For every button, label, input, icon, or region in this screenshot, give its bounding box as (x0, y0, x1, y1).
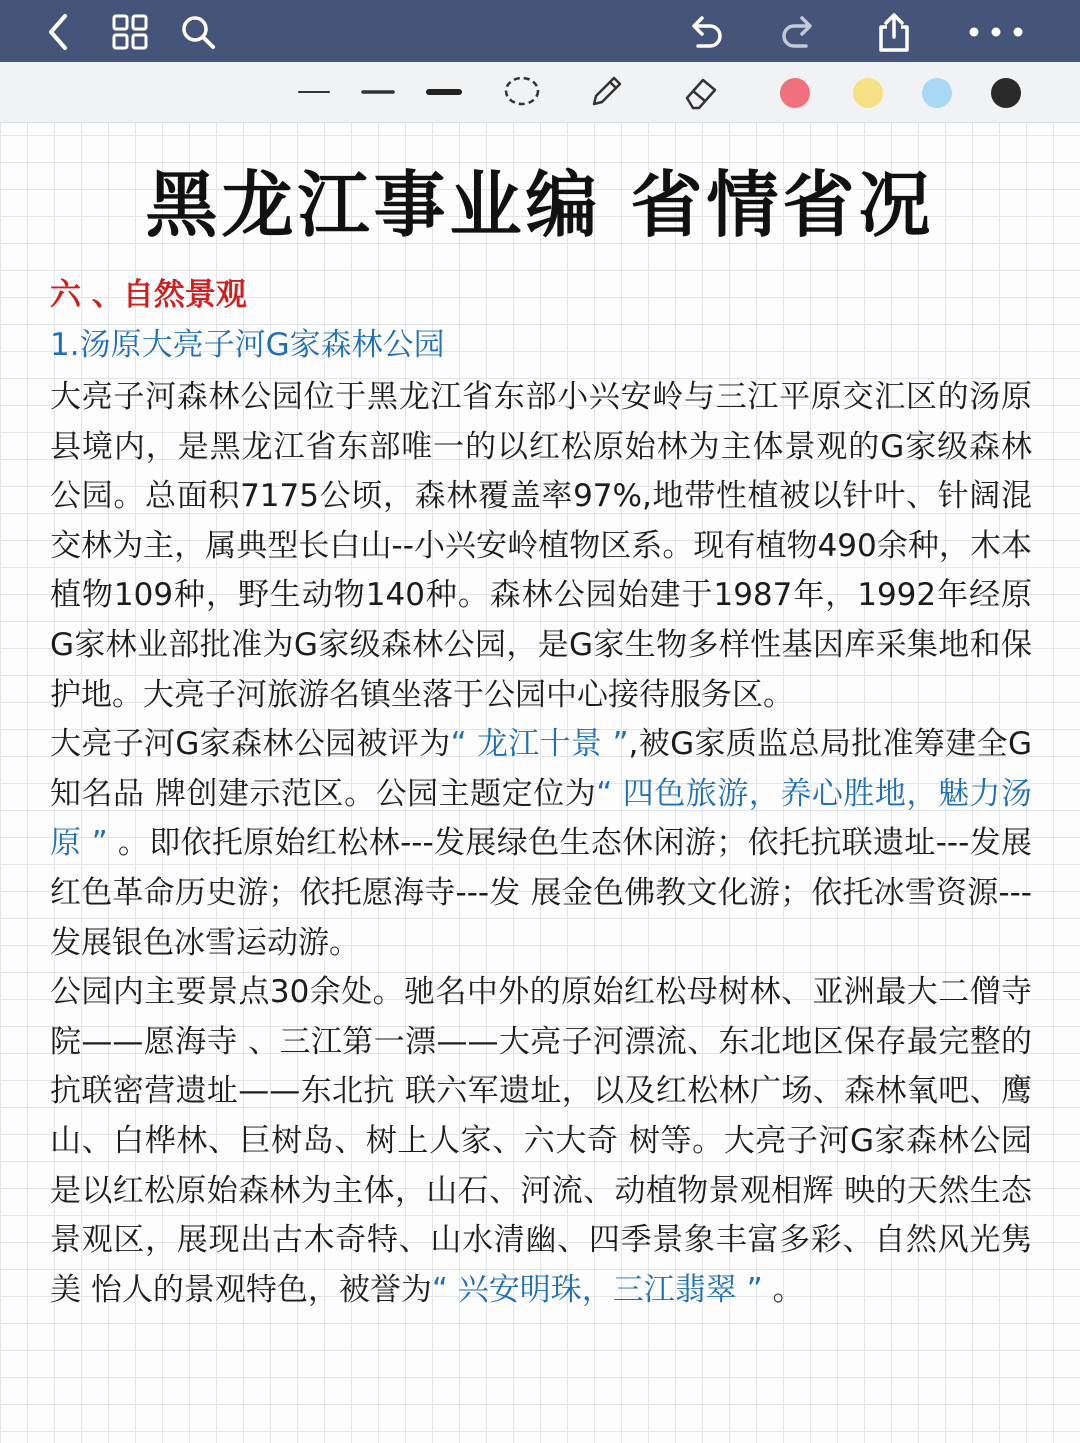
section-heading: 六 、自然景观 (50, 277, 247, 313)
lasso-button[interactable] (498, 70, 546, 114)
highlight-theme-slogan: “ 四色旅游，养心胜地，魅力汤原 ” (50, 775, 1032, 862)
thin-line-icon (296, 87, 332, 97)
redo-button[interactable] (776, 10, 820, 54)
pen-thick-button[interactable] (420, 70, 468, 114)
highlight-longjiang-ten-scenes: “ 龙江十景 ” (450, 726, 629, 763)
p2-text-b: ,被G家质监总局批准筹建全G知名品 牌创建示范区。公园主题定位为 (50, 726, 1032, 812)
p2-text-a: 大亮子河G家森林公园被评为 (50, 726, 451, 763)
note-canvas[interactable] (0, 122, 1080, 1443)
grid-view-button[interactable] (108, 10, 152, 54)
share-icon (874, 11, 914, 53)
paragraph-1: 大亮子河森林公园位于黑龙江省东部小兴安岭与三江平原交汇区的汤原县境内，是黑龙江省东部唯一的以红松原始林为主体景观的G家级森林公园。总面积7175公顷，森林覆盖率97%,地带性植被以针叶、针阔混交林为主，属典型长白山--小兴安岭植物区系。现有植物490余种，木本植物109种，野生动物140种。森林公园始建于1987年，1992年经原G家林业部批准为G家级森林公园，是G家生物多样性基因库采集地和保护地。大亮子河旅游名镇坐落于公园中心接待服务区。 (50, 379, 1032, 713)
pencil-button[interactable] (582, 70, 630, 114)
pen-thin-button[interactable] (290, 70, 338, 114)
color-yellow-swatch[interactable] (853, 78, 883, 108)
eraser-button[interactable] (676, 70, 724, 114)
color-red-swatch[interactable] (780, 78, 810, 108)
undo-icon (686, 12, 726, 52)
back-icon (43, 12, 73, 52)
color-black-swatch[interactable] (991, 78, 1021, 108)
pencil-icon (586, 72, 626, 112)
sub-heading: 1.汤原大亮子河G家森林公园 (50, 327, 445, 363)
body-text (50, 373, 1032, 1315)
top-navigation-bar (0, 0, 1080, 62)
p3-text-b: 。 (762, 1271, 804, 1308)
search-button[interactable] (176, 10, 220, 54)
search-icon (180, 14, 216, 50)
drawing-toolbar (0, 62, 1080, 123)
back-button[interactable] (36, 10, 80, 54)
pen-medium-button[interactable] (354, 70, 402, 114)
grid-icon (112, 14, 148, 50)
document-title: 黑龙江事业编 省情省况 (145, 163, 935, 247)
more-icon (968, 24, 1024, 40)
lasso-icon (502, 74, 542, 110)
paragraph-2 (50, 720, 1032, 968)
p3-text-a: 公园内主要景点30余处。驰名中外的原始红松母树林、亚洲最大二僧寺院——愿海寺 、三江第一漂——大亮子河漂流、东北地区保存最完整的抗联密营遗址——东北抗 联六军遗址，以及红松林广场、森林氧吧、鹰山、白桦林、巨树岛、树上人家、六大奇 树等。大亮子河G家森林公园是以红松原始森林为主体，山石、河流、动植物景观相辉 映的天然生态景观区，展现出古木奇特、山水清幽、四季景象丰富多彩、自然风光隽美 怡人的景观特色，被誉为 (50, 974, 1032, 1308)
share-button[interactable] (872, 10, 916, 54)
medium-line-icon (360, 87, 396, 97)
paragraph-3 (50, 968, 1032, 1315)
highlight-nickname: “ 兴安明珠，三江翡翠 ” (431, 1271, 763, 1308)
more-button[interactable] (966, 10, 1026, 54)
undo-button[interactable] (684, 10, 728, 54)
eraser-icon (679, 72, 721, 112)
color-blue-swatch[interactable] (922, 78, 952, 108)
p2-text-c: 。即依托原始红松林---发展绿色生态休闲游；依托抗联遗址---发展红色革命历史游；依托愿海寺---发 展金色佛教文化游；依托冰雪资源---发展银色冰雪运动游。 (50, 825, 1033, 961)
thick-line-icon (426, 86, 462, 98)
redo-icon (778, 12, 818, 52)
